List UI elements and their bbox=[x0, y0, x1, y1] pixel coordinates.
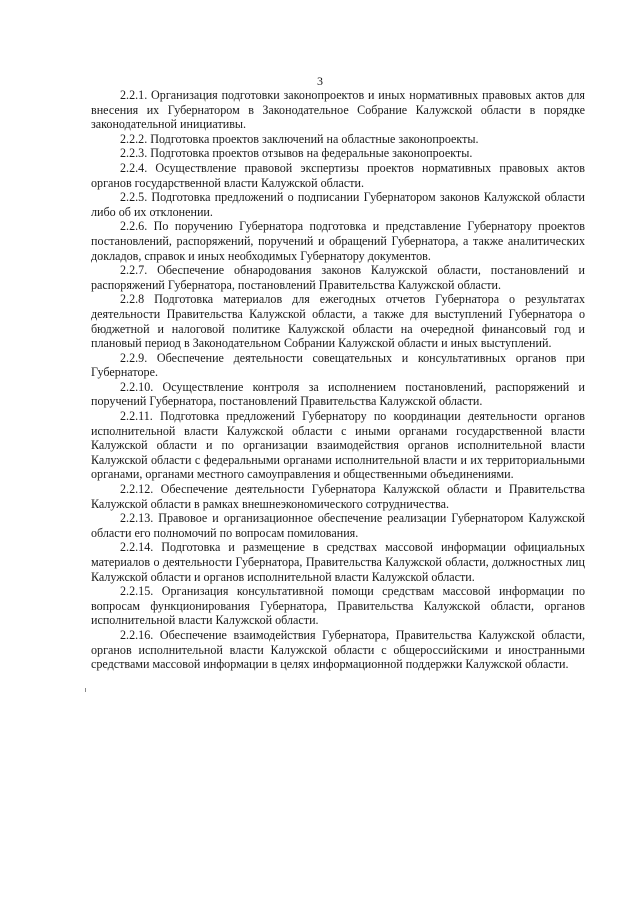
margin-mark bbox=[85, 688, 86, 692]
paragraph-2-2-8: 2.2.8 Подготовка материалов для ежегодных отчетов Губернатора о результатах деятельности Правительства Калужской области, а также для выступлений Губернатора о бюджетной и налоговой политике Калужской области на очередной финансовый год и плановый период в Законодательном Собрании Калужской области и иных выступлений. bbox=[91, 292, 585, 351]
paragraph-2-2-10: 2.2.10. Осуществление контроля за исполнением постановлений, распоряжений и поручений Губернатора, постановлений Правительства Калужской области. bbox=[91, 379, 585, 409]
paragraph-2-2-6: 2.2.6. По поручению Губернатора подготовка и представление Губернатору проектов постановлений, распоряжений, поручений и обращений Губернатора, а также аналитических докладов, справок и иных необходимых Губернатору документов. bbox=[91, 219, 585, 263]
paragraph-2-2-11: 2.2.11. Подготовка предложений Губернатору по координации деятельности органов исполнительной власти Калужской области с иными органами государственной власти Калужской области и по организации взаимодействия органов исполнительной власти Калужской области с федеральными органами исполнительной власти и их территориальными органами, органами местного самоуправления и общественными объединениями. bbox=[91, 409, 585, 482]
paragraph-2-2-3: 2.2.3. Подготовка проектов отзывов на федеральные законопроекты. bbox=[120, 146, 473, 161]
paragraph-2-2-2: 2.2.2. Подготовка проектов заключений на областные законопроекты. bbox=[120, 131, 479, 146]
paragraph-2-2-16: 2.2.16. Обеспечение взаимодействия Губернатора, Правительства Калужской области, органов исполнительной власти Калужской области с общероссийскими и иностранными средствами массовой информации в целях информационной поддержки Калужской области. bbox=[91, 627, 585, 672]
paragraph-2-2-7: 2.2.7. Обеспечение обнародования законов Калужской области, постановлений и распоряжений Губернатора, постановлений Правительства Калужской области. bbox=[91, 263, 585, 292]
paragraph-2-2-15: 2.2.15. Организация консультативной помощи средствам массовой информации по вопросам функционирования Губернатора, Правительства Калужской области, органов исполнительной власти Калужской области. bbox=[91, 584, 585, 628]
paragraph-2-2-12: 2.2.12. Обеспечение деятельности Губернатора Калужской области и Правительства Калужской области в рамках внешнеэкономического сотрудничества. bbox=[91, 482, 585, 511]
paragraph-2-2-5: 2.2.5. Подготовка предложений о подписании Губернатором законов Калужской области либо об их отклонении. bbox=[91, 190, 585, 219]
paragraph-2-2-9: 2.2.9. Обеспечение деятельности совещательных и консультативных органов при Губернаторе. bbox=[91, 350, 585, 380]
document-body bbox=[91, 88, 585, 672]
paragraph-2-2-14: 2.2.14. Подготовка и размещение в средствах массовой информации официальных материалов о деятельности Губернатора, Правительства Калужской области, должностных лиц Калужской области и органов исполнительной власти Калужской области. bbox=[91, 540, 585, 584]
page-number: 3 bbox=[317, 74, 323, 88]
paragraph-2-2-4: 2.2.4. Осуществление правовой экспертизы проектов нормативных правовых актов органов государственной власти Калужской области. bbox=[91, 160, 585, 190]
paragraph-2-2-13: 2.2.13. Правовое и организационное обеспечение реализации Губернатором Калужской области его полномочий по вопросам помилования. bbox=[91, 511, 585, 540]
paragraph-2-2-1: 2.2.1. Организация подготовки законопроектов и иных нормативных правовых актов для внесения их Губернатором в Законодательное Собрание Калужской области в порядке законодательной инициативы. bbox=[91, 88, 585, 132]
